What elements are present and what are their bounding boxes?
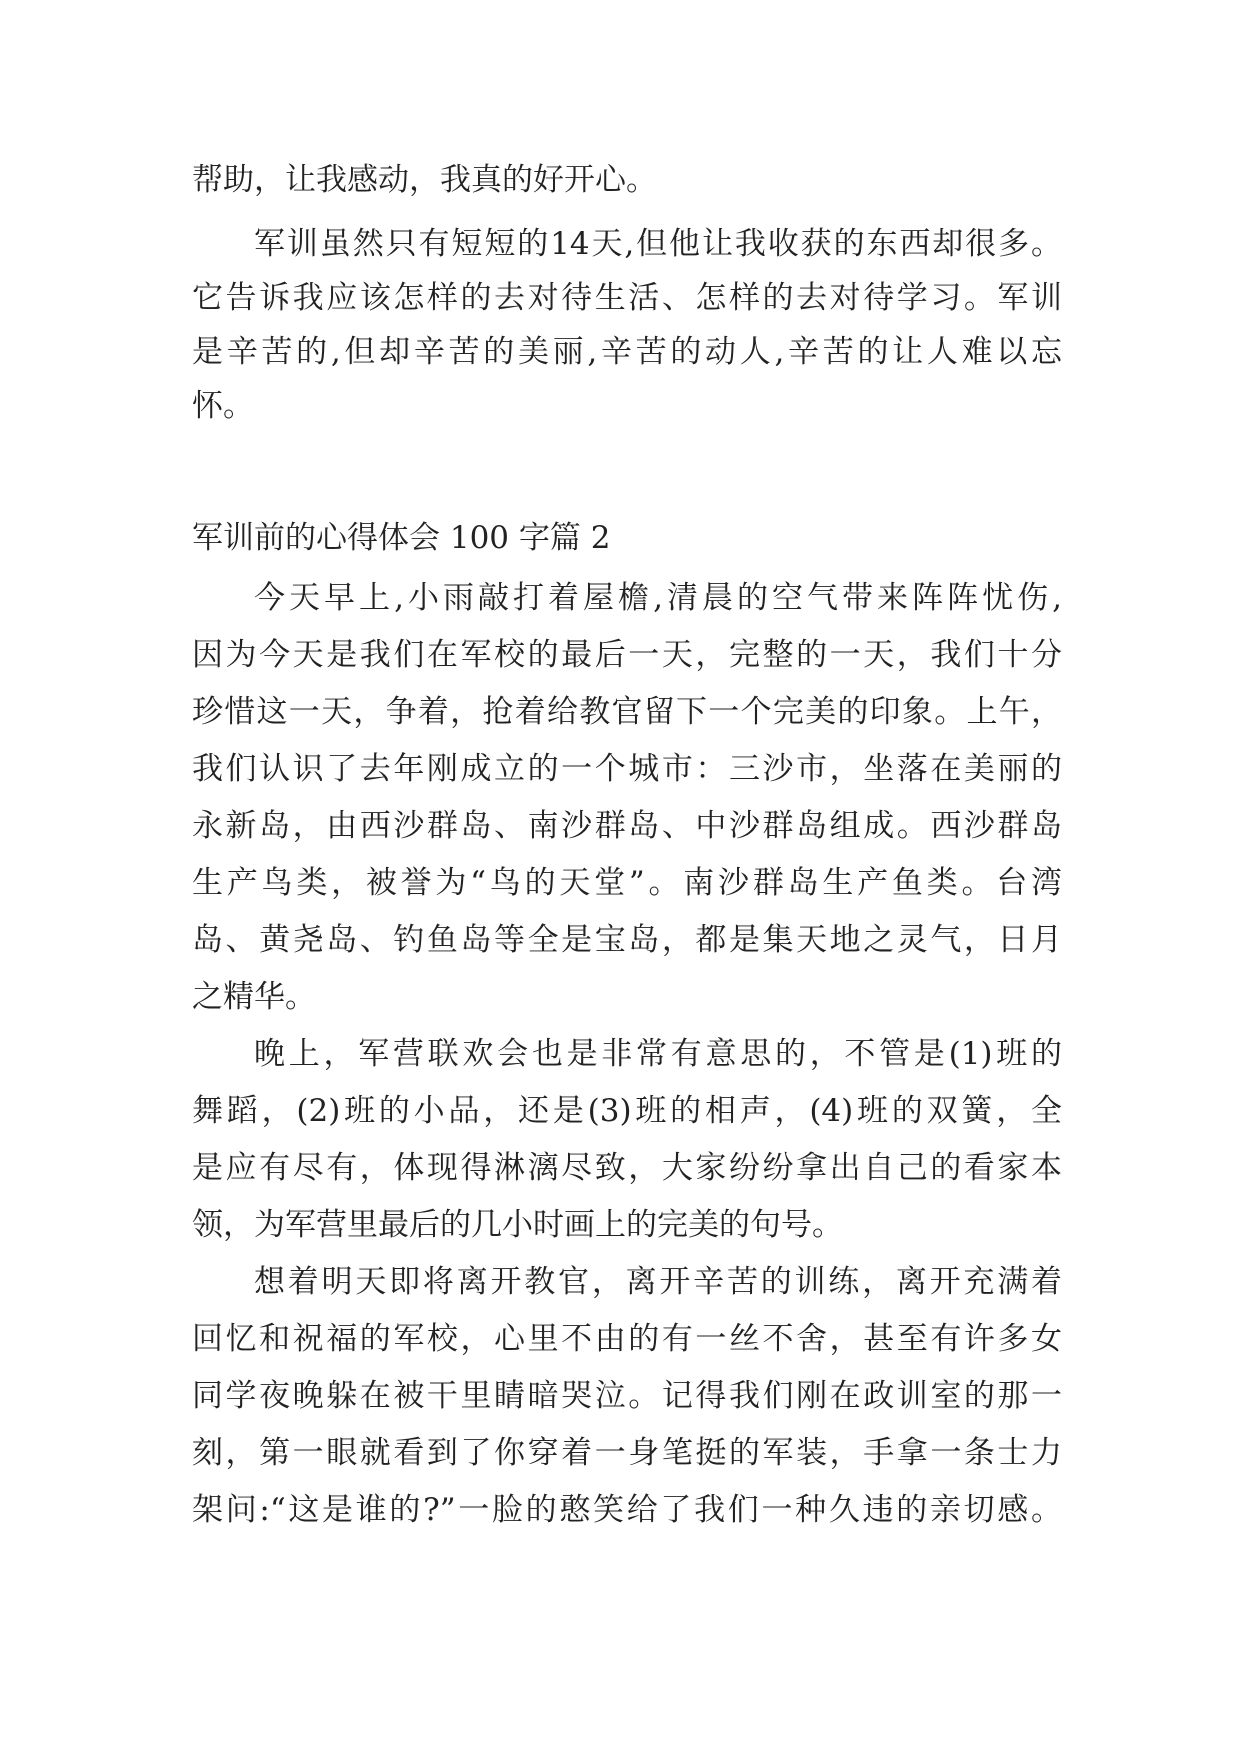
paragraph-2-line-2: 它告诉我应该怎样的去对待生活、怎样的去对待学习。军训 — [192, 280, 1062, 316]
paragraph-4-line-2: 舞蹈，(2)班的小品，还是(3)班的相声，(4)班的双簧，全 — [192, 1093, 1062, 1129]
paragraph-3-line-3: 珍惜这一天，争着，抢着给教官留下一个完美的印象。上午， — [192, 694, 1062, 730]
paragraph-1-line-1: 帮助，让我感动，我真的好开心。 — [192, 162, 657, 198]
section-heading: 军训前的心得体会 100 字篇 2 — [192, 520, 611, 556]
paragraph-5-line-4: 刻，第一眼就看到了你穿着一身笔挺的军装，手拿一条士力 — [192, 1435, 1062, 1471]
paragraph-3-line-4: 我们认识了去年刚成立的一个城市：三沙市，坐落在美丽的 — [192, 751, 1062, 787]
paragraph-2-line-3: 是辛苦的,但却辛苦的美丽,辛苦的动人,辛苦的让人难以忘 — [192, 334, 1062, 370]
paragraph-2-line-4: 怀。 — [192, 388, 254, 424]
paragraph-3-line-6: 生产鸟类，被誉为“鸟的天堂”。南沙群岛生产鱼类。台湾 — [192, 865, 1062, 901]
paragraph-5-line-3: 同学夜晚躲在被干里睛暗哭泣。记得我们刚在政训室的那一 — [192, 1378, 1062, 1414]
paragraph-3-line-5: 永新岛，由西沙群岛、南沙群岛、中沙群岛组成。西沙群岛 — [192, 808, 1062, 844]
paragraph-5-line-5: 架问:“这是谁的?”一脸的憨笑给了我们一种久违的亲切感。 — [192, 1492, 1062, 1528]
paragraph-3-line-7: 岛、黄尧岛、钓鱼岛等全是宝岛，都是集天地之灵气，日月 — [192, 922, 1062, 958]
paragraph-5-line-2: 回忆和祝福的军校，心里不由的有一丝不舍，甚至有许多女 — [192, 1321, 1062, 1357]
paragraph-4-line-4: 领，为军营里最后的几小时画上的完美的句号。 — [192, 1207, 843, 1243]
paragraph-4-line-3: 是应有尽有，体现得淋漓尽致，大家纷纷拿出自己的看家本 — [192, 1150, 1062, 1186]
paragraph-3-line-1: 今天早上,小雨敲打着屋檐,清晨的空气带来阵阵忧伤, — [254, 580, 1062, 616]
paragraph-3-line-8: 之精华。 — [192, 979, 316, 1015]
paragraph-2-line-1: 军训虽然只有短短的14天,但他让我收获的东西却很多。 — [254, 226, 1062, 262]
paragraph-5-line-1: 想着明天即将离开教官，离开辛苦的训练，离开充满着 — [254, 1264, 1062, 1300]
paragraph-4-line-1: 晚上，军营联欢会也是非常有意思的，不管是(1)班的 — [254, 1036, 1062, 1072]
paragraph-3-line-2: 因为今天是我们在军校的最后一天，完整的一天，我们十分 — [192, 637, 1062, 673]
